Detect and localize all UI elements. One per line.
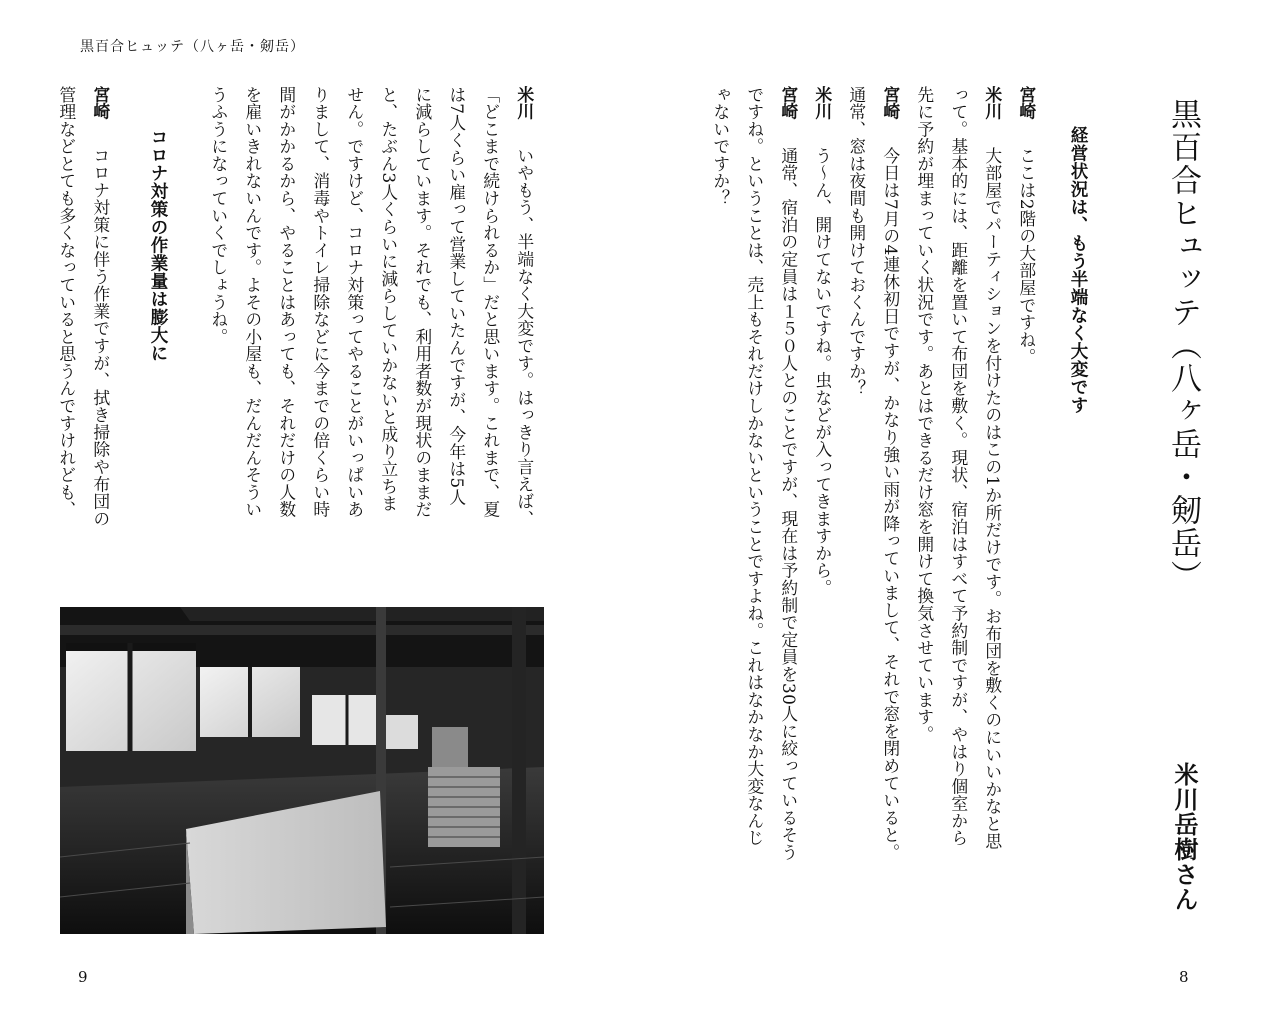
body-column: うふうになっていくでしょうね。 — [208, 86, 229, 346]
body-column: 管理などとても多くなっていると思うんですけれども、 — [56, 86, 77, 519]
page-number-left: 9 — [78, 968, 88, 986]
body-column: ですね。ということは、売上もそれだけしかないということですよね。これはなかなか大変なんじ — [744, 86, 765, 847]
section-heading-business: 経営状況は、もう半端なく大変です — [1068, 126, 1088, 414]
body-column: に減らしています。それでも、利用者数が現状のままだ — [412, 86, 433, 519]
section-heading-covid: コロナ対策の作業量は膨大に — [148, 128, 168, 362]
body-column: を雇いきれないんです。よその小屋も、だんだんそうい — [242, 86, 263, 519]
running-head: 黒百合ヒュッテ（八ヶ岳・剱岳） — [80, 39, 305, 55]
body-column: 間がかかるから、やることはあっても、それだけの人数 — [276, 86, 297, 519]
body-column: って。基本的には、距離を置いて布団を敷く。現状、宿泊はすべて予約制ですが、やはり個室から — [948, 86, 969, 847]
interviewee-name: 米川岳樹さん — [1170, 762, 1198, 912]
body-column: 宮崎 通常、宿泊の定員は１５０人とのことですが、現在は予約制で定員を30人に絞っているそう — [778, 86, 799, 861]
body-column: せん。ですけど、コロナ対策ってやることがいっぱいあ — [344, 86, 365, 519]
body-column: りまして、消毒やトイレ掃除などに今までの倍くらい時 — [310, 86, 331, 519]
article-title: 黒百合ヒュッテ（八ヶ岳・剱岳） — [1165, 98, 1201, 593]
body-column: と、たぶん3人くらいに減らしていかないと成り立ちま — [378, 86, 399, 513]
body-column: ゃないですか？ — [710, 86, 731, 208]
body-column: 宮崎 今日は7月の4連休初日ですが、かなり強い雨が降っていまして、それで窓を閉めていると。 — [880, 86, 901, 861]
body-column: 宮崎 ここは2階の大部屋ですね。 — [1016, 86, 1037, 366]
body-column: 先に予約が埋まっていく状況です。あとはできるだけ窓を開けて換気させています。 — [914, 86, 935, 744]
body-column: 宮崎 コロナ対策に伴う作業ですが、拭き掃除や布団の — [90, 86, 111, 528]
body-column: 通常、窓は夜間も開けておくんですか？ — [846, 86, 867, 398]
dormitory-photo — [60, 607, 544, 934]
body-column: 米川 う～ん、開けてないですね。虫などが入ってきますから。 — [812, 86, 833, 597]
page-number-right: 8 — [1179, 968, 1189, 986]
body-column: 米川 いやもう、半端なく大変です。はっきり言えば、 — [514, 86, 535, 528]
body-column: 「どこまで続けられるか」だと思います。これまで、夏 — [480, 86, 501, 519]
body-column: は7人くらい雇って営業していたんですが、今年は5人 — [446, 86, 467, 507]
body-column: 米川 大部屋でパーティションを付けたのはこの1か所だけです。お布団を敷くのにいいかなと思 — [982, 86, 1003, 850]
